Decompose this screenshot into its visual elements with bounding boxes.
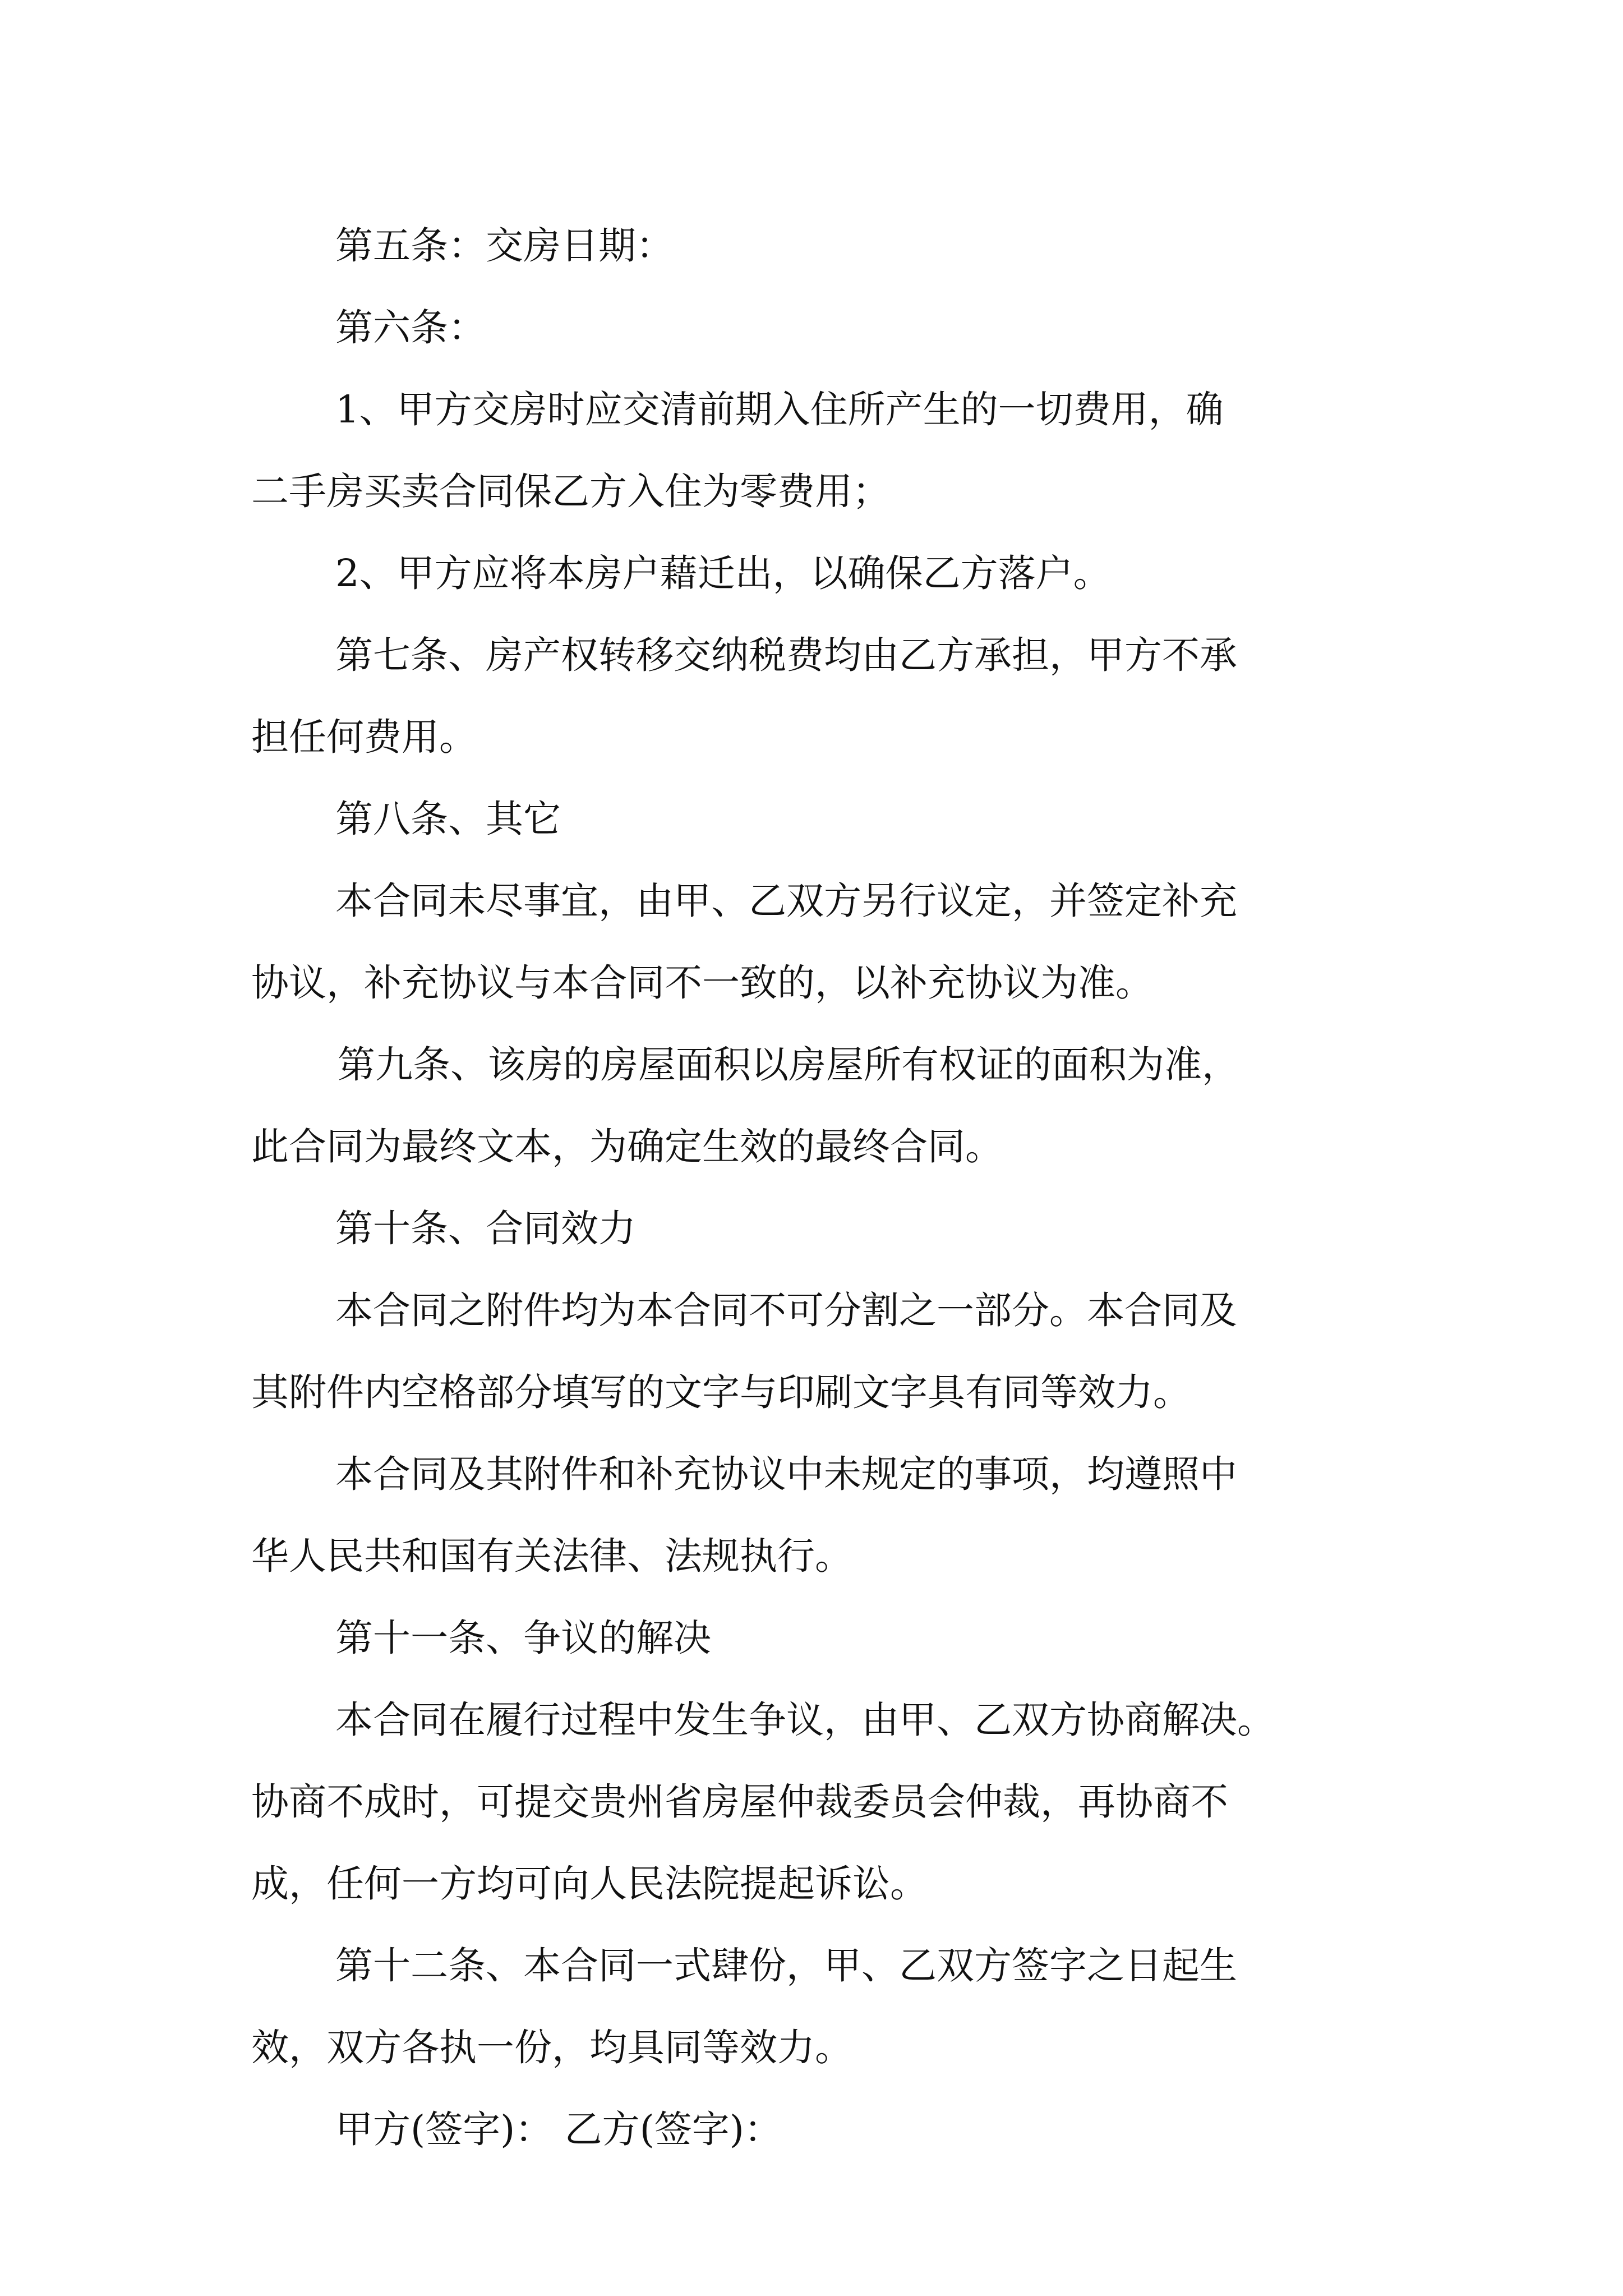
article-10-para-2-line-1: 本合同及其附件和补充协议中未规定的事项，均遵照中 — [335, 1452, 1237, 1496]
article-7-line-1: 第七条、房产权转移交纳税费均由乙方承担，甲方不承 — [335, 633, 1237, 677]
article-6-item-1-line-1: 1、甲方交房时应交清前期入住所产生的一切费用，确 — [335, 388, 1224, 431]
signature-line: 甲方(签字)： 乙方(签字)： — [335, 2108, 782, 2151]
article-11-line-1: 本合同在履行过程中发生争议，由甲、乙双方协商解决。 — [335, 1698, 1275, 1742]
article-7-line-2: 担任何费用。 — [251, 715, 477, 759]
article-11-line-3: 成，任何一方均可向人民法院提起诉讼。 — [251, 1862, 928, 1906]
article-8-line-2: 协议，补充协议与本合同不一致的，以补充协议为准。 — [251, 961, 1153, 1005]
article-5-heading: 第五条：交房日期： — [335, 224, 674, 268]
article-6-item-2: 2、甲方应将本房户藉迁出，以确保乙方落户。 — [335, 551, 1111, 595]
article-10-para-2-line-2: 华人民共和国有关法律、法规执行。 — [251, 1534, 852, 1578]
article-9-line-1: 第九条、该房的房屋面积以房屋所有权证的面积为准， — [338, 1043, 1239, 1087]
article-10-para-1-line-2: 其附件内空格部分填写的文字与印刷文字具有同等效力。 — [251, 1370, 1191, 1414]
article-10-para-1-line-1: 本合同之附件均为本合同不可分割之一部分。本合同及 — [335, 1289, 1237, 1332]
article-6-item-1-line-2: 二手房买卖合同保乙方入住为零费用； — [251, 470, 890, 513]
article-10-heading: 第十条、合同效力 — [335, 1207, 636, 1250]
article-11-line-2: 协商不成时，可提交贵州省房屋仲裁委员会仲裁，再协商不 — [251, 1780, 1228, 1824]
document-body — [251, 205, 1390, 2170]
article-8-heading: 第八条、其它 — [335, 797, 561, 841]
article-8-line-1: 本合同未尽事宜，由甲、乙双方另行议定，并签定补充 — [335, 879, 1237, 923]
article-9-line-2: 此合同为最终文本，为确定生效的最终合同。 — [251, 1125, 1003, 1168]
article-12-line-1: 第十二条、本合同一式肆份，甲、乙双方签字之日起生 — [335, 1944, 1237, 1987]
article-12-line-2: 效，双方各执一份，均具同等效力。 — [251, 2026, 852, 2069]
article-11-heading: 第十一条、争议的解决 — [335, 1616, 711, 1660]
article-6-heading: 第六条： — [335, 306, 486, 349]
